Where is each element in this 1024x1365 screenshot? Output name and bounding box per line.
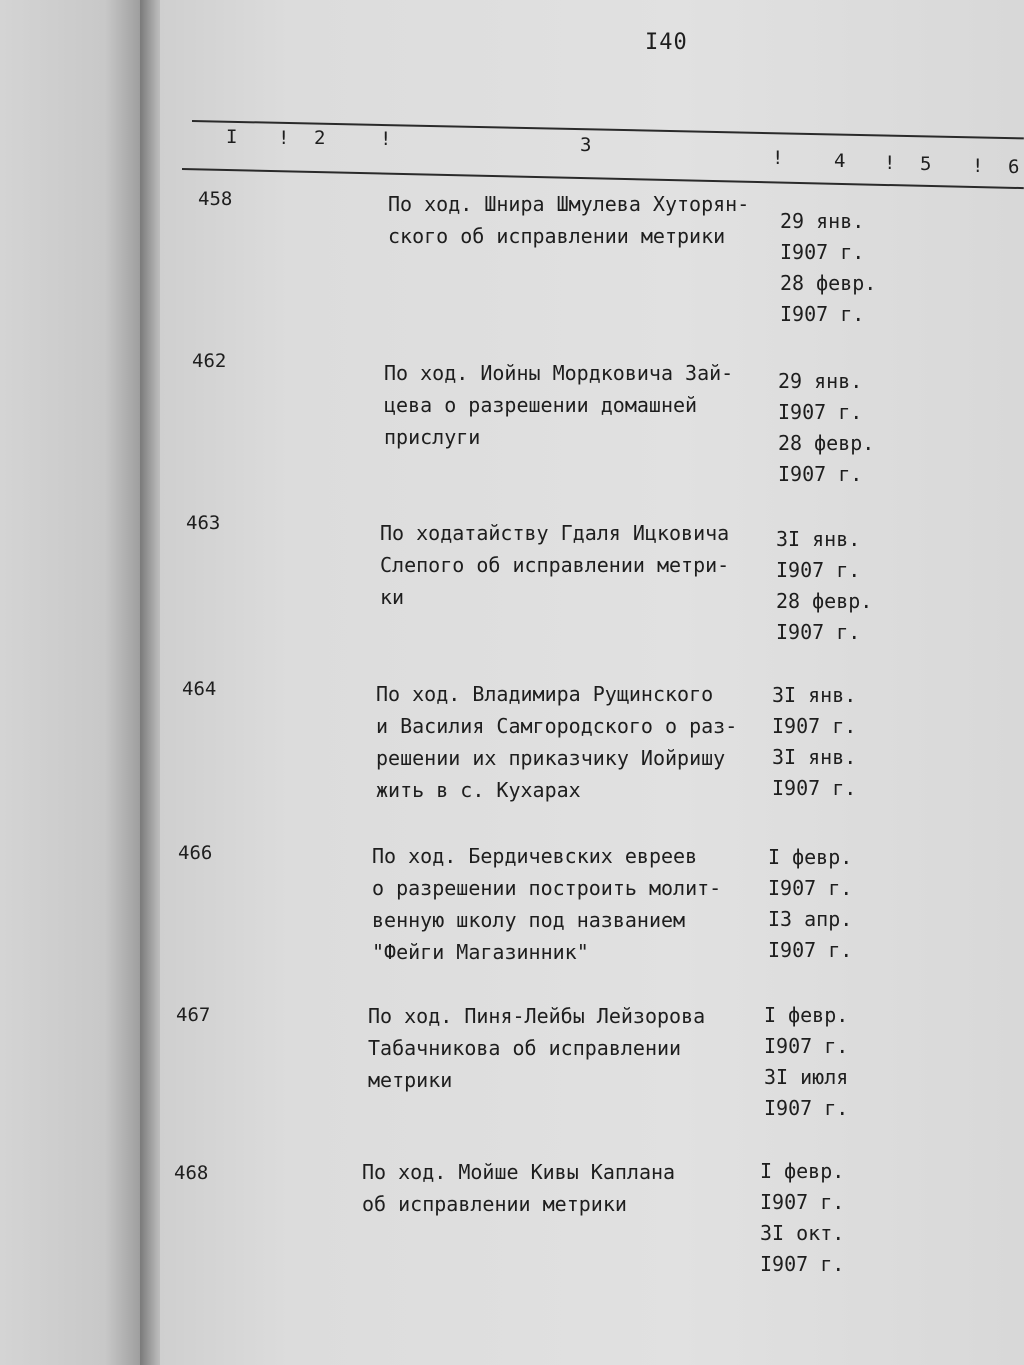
description-line: По ход. Бердичевских евреев — [372, 844, 698, 868]
description-line: жить в с. Кухарах — [376, 778, 581, 802]
description-line: По ход. Шнира Шмулева Хуторян- — [388, 192, 750, 216]
entry-dates — [780, 206, 876, 330]
end-year: I907 г. — [760, 1252, 845, 1276]
description-line: об исправлении метрики — [362, 1192, 627, 1216]
end-date: I3 апр. — [768, 907, 853, 931]
start-date: 3I янв. — [772, 683, 857, 707]
header-col-4: 4 — [834, 150, 846, 172]
end-date: 3I окт. — [760, 1221, 845, 1245]
description-line: По ход. Владимира Рущинского — [376, 682, 714, 706]
description-line: ского об исправлении метрики — [388, 224, 726, 248]
end-year: I907 г. — [772, 776, 857, 800]
header-separator: ! — [278, 127, 290, 149]
description-line: и Василия Самгородского о раз- — [376, 714, 738, 738]
start-date: I февр. — [768, 845, 853, 869]
header-col-2: 2 — [314, 127, 326, 149]
page-number: I40 — [645, 30, 688, 55]
header-separator: ! — [380, 128, 392, 150]
header-separator: ! — [884, 152, 896, 174]
entry-description — [380, 517, 729, 613]
description-line: цева о разрешении домашней — [384, 393, 698, 417]
entry-number: 468 — [174, 1162, 209, 1184]
description-line: По ход. Иойны Мордковича Зай- — [384, 361, 734, 385]
entry-number: 463 — [186, 512, 221, 534]
entry-number: 466 — [178, 842, 213, 864]
header-separator: ! — [772, 147, 784, 169]
start-year: I907 г. — [780, 240, 865, 264]
start-date: 3I янв. — [776, 527, 861, 551]
start-date: 29 янв. — [778, 369, 863, 393]
end-date: 28 февр. — [778, 431, 875, 455]
entry-number: 462 — [192, 350, 227, 372]
header-col-1: I — [226, 126, 238, 148]
facing-page — [0, 0, 150, 1365]
end-date: 3I янв. — [772, 745, 857, 769]
entry-number: 458 — [198, 188, 233, 210]
end-date: 3I июля — [764, 1065, 849, 1089]
entry-dates — [764, 1000, 848, 1124]
description-line: Табачникова об исправлении — [368, 1036, 682, 1060]
start-year: I907 г. — [760, 1190, 845, 1214]
description-line: По ход. Мойше Кивы Каплана — [362, 1160, 676, 1184]
start-year: I907 г. — [768, 876, 853, 900]
end-year: I907 г. — [780, 302, 865, 326]
description-line: Слепого об исправлении метри- — [380, 553, 730, 577]
end-year: I907 г. — [768, 938, 853, 962]
start-date: I февр. — [760, 1159, 845, 1183]
entry-number: 464 — [182, 678, 217, 700]
description-line: метрики — [368, 1068, 453, 1092]
entry-description — [376, 678, 737, 806]
entry-description — [384, 357, 733, 453]
end-date: 28 февр. — [776, 589, 873, 613]
start-year: I907 г. — [772, 714, 857, 738]
header-col-3: 3 — [580, 134, 592, 156]
end-year: I907 г. — [776, 620, 861, 644]
end-date: 28 февр. — [780, 271, 877, 295]
description-line: По ход. Пиня-Лейбы Лейзорова — [368, 1004, 706, 1028]
start-date: 29 янв. — [780, 209, 865, 233]
description-line: ки — [380, 585, 405, 609]
header-separator: ! — [972, 155, 984, 177]
entry-dates — [772, 680, 856, 804]
description-line: По ходатайству Гдаля Ицковича — [380, 521, 730, 545]
entry-dates — [776, 524, 872, 648]
start-date: I февр. — [764, 1003, 849, 1027]
description-line: "Фейги Магазинник" — [372, 940, 589, 964]
entry-dates — [760, 1156, 844, 1280]
header-col-6: 6 — [1008, 156, 1020, 178]
entry-dates — [768, 842, 852, 966]
entry-number: 467 — [176, 1004, 211, 1026]
description-line: венную школу под названием — [372, 908, 686, 932]
entry-description — [388, 188, 749, 252]
description-line: о разрешении построить молит- — [372, 876, 722, 900]
start-year: I907 г. — [776, 558, 861, 582]
entry-description — [362, 1156, 675, 1220]
description-line: решении их приказчику Иойришу — [376, 746, 726, 770]
start-year: I907 г. — [778, 400, 863, 424]
header-col-5: 5 — [920, 153, 932, 175]
entry-dates — [778, 366, 874, 490]
end-year: I907 г. — [778, 462, 863, 486]
entry-description — [372, 840, 721, 968]
start-year: I907 г. — [764, 1034, 849, 1058]
description-line: прислуги — [384, 425, 481, 449]
entry-description — [368, 1000, 705, 1096]
end-year: I907 г. — [764, 1096, 849, 1120]
